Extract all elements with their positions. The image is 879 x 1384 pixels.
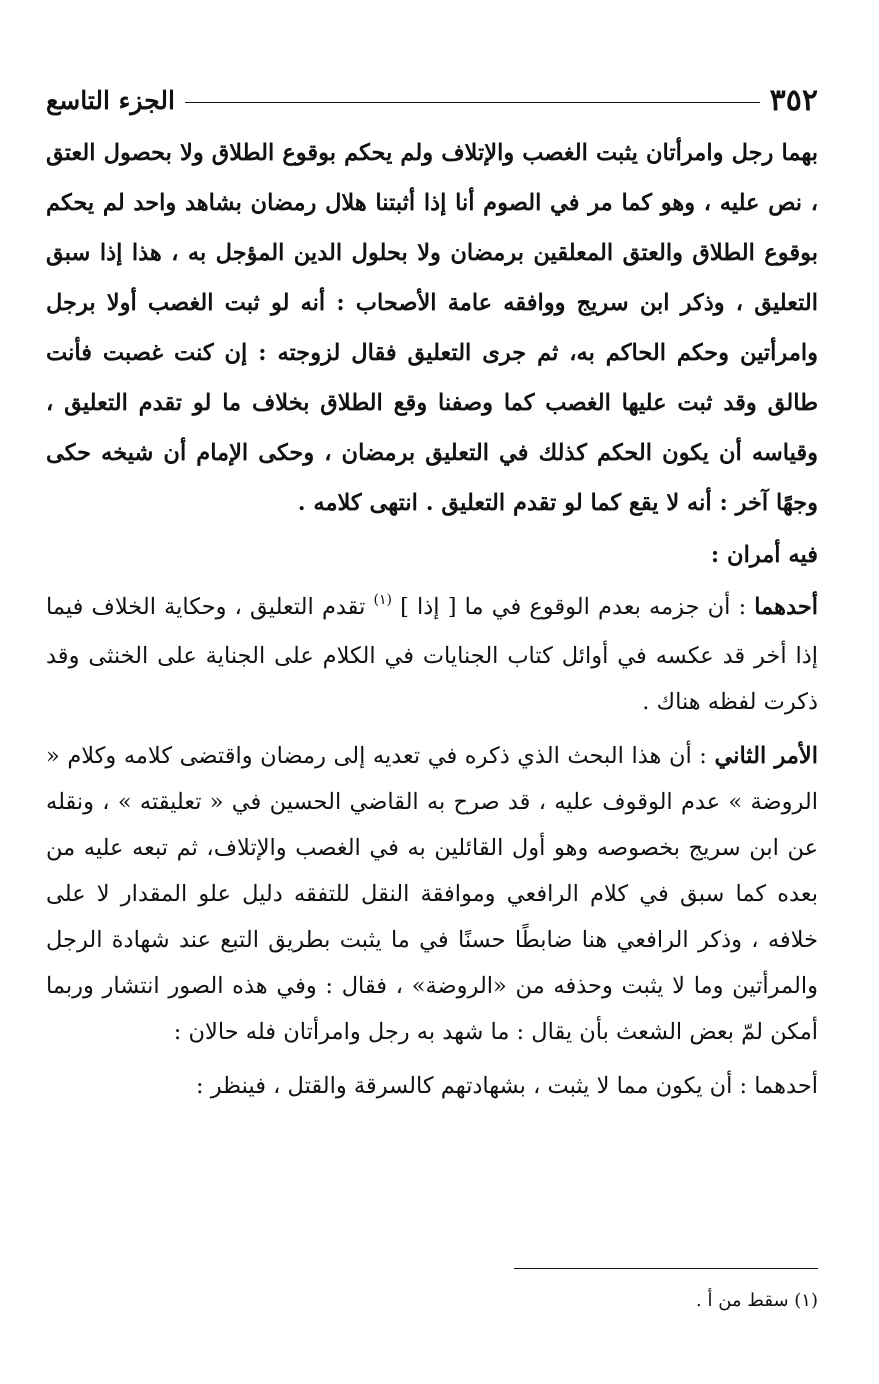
paragraph-gap [46, 1055, 818, 1063]
volume-title: الجزء التاسع [46, 85, 175, 115]
footnote-ref: (١) [373, 592, 392, 608]
paragraph-case-one: أحدهما : أن يكون مما لا يثبت ، بشهادتهم كالسرقة والقتل ، فينظر : [196, 1073, 818, 1099]
paragraph-quote: بهما رجل وامرأتان يثبت الغصب والإتلاف ولم يحكم بوقوع الطلاق ولا بحصول العتق ، نص عليه ، وهو كما مر في الصوم أنا إذا أثبتنا هلال رمضان بشاهد واحد لم يحكم بوقوع الطلاق والعتق المعلقين برمضان ولا بحلول الدين المؤجل به ، هذا إذا سبق التعليق ، وذكر ابن سريج ووافقه عامة الأصحاب : أنه لو ثبت الغصب أولا برجل وامرأتين وحكم الحاكم به، ثم جرى التعليق فقال لزوجته : إن كنت غصبت فأنت طالق وقد ثبت عليها الغصب كما وصفنا وقع الطلاق بخلاف ما لو تقدم التعليق ، وقياسه أن يكون الحكم كذلك في التعليق برمضان ، وحكى الإمام أن شيخه حكى وجهًا آخر : أنه لا يقع كما لو تقدم التعليق . انتهى كلامه . [46, 140, 818, 516]
second-matter-lead: الأمر الثاني [714, 743, 818, 769]
first-matter-lead: أحدهما [754, 594, 818, 620]
first-matter-text-a: : أن جزمه بعدم الوقوع في ما [ إذا ] [391, 594, 755, 620]
paragraph-second-matter [46, 733, 818, 1055]
paragraph-intro: فيه أمران : [710, 542, 818, 568]
paragraph-first-matter [46, 584, 818, 725]
header-rule [185, 102, 760, 103]
paragraph-gap [46, 725, 818, 733]
footnote: (١) سقط من أ . [696, 1290, 818, 1311]
first-matter-text-b: تقدم التعليق ، وحكاية الخلاف فيما إذا أخر قد عكسه في أوائل كتاب الجنايات في الكلام على الجناية على الخنثى وقد ذكرت لفظه هناك . [46, 594, 818, 715]
second-matter-text: : أن هذا البحث الذي ذكره في تعديه إلى رمضان واقتضى كلامه وكلام « الروضة » عدم الوقوف عليه ، قد صرح به القاضي الحسين في « تعليقته » ، ونقله عن ابن سريج بخصوصه وهو أول القائلين به في الغصب والإتلاف، ثم تبعه عليه من بعده كما سبق في كلام الرافعي وموافقة النقل للتفقه دليل علو المقدار لا على خلافه ، وذكر الرافعي هنا ضابطًا حسنًا في ما يثبت بطريق التبع عند شهادة الرجل والمرأتين وما لا يثبت وحذفه من «الروضة» ، فقال : وفي هذه الصور انتشار وربما أمكن لمّ بعض الشعث بأن يقال : ما شهد به رجل وامرأتان فله حالان : [46, 743, 818, 1045]
page-number: ٣٥٢ [769, 82, 818, 118]
running-header [46, 72, 818, 128]
footnote-separator [514, 1268, 818, 1269]
page-body [46, 72, 818, 1109]
